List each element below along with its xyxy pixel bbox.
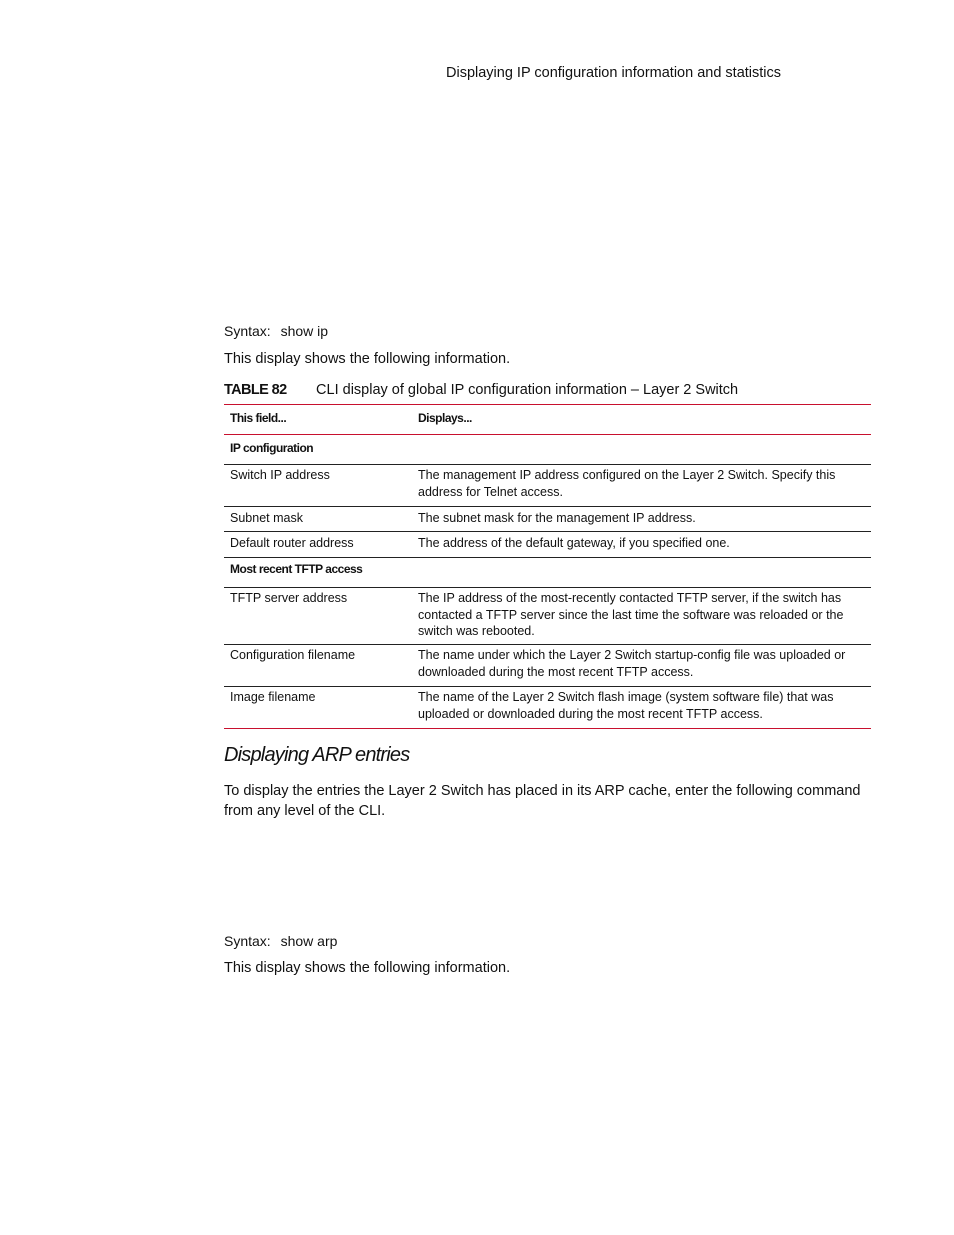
section-row [224,558,871,588]
syntax-command: show ip [280,323,329,339]
ip-config-table [224,404,871,729]
table-row [224,588,871,645]
syntax-command: show arp [280,933,338,949]
desc-cell: The subnet mask for the management IP address. [418,511,696,525]
column-header-field: This field... [230,411,287,425]
field-cell: Default router address [230,536,354,550]
column-header-displays: Displays... [418,411,472,425]
table-row [224,465,871,507]
field-cell: TFTP server address [230,591,348,605]
section-title: Most recent TFTP access [230,562,363,576]
field-cell: Switch IP address [230,468,330,482]
intro-text: This display shows the following information. [224,351,511,367]
table-row [224,687,871,729]
desc-cell: The address of the default gateway, if you specified one. [418,536,730,550]
table-number: TABLE 82 [224,382,287,398]
section-row [224,435,871,465]
syntax-show-arp [224,933,337,949]
table-row [224,645,871,687]
section-title: IP configuration [230,441,314,455]
table-header-row [224,405,871,435]
desc-cell: The management IP address configured on the Layer 2 Switch. Specify this address for Telnet access. [418,468,836,499]
syntax-label: Syntax: [224,933,271,949]
intro-text-2: This display shows the following information. [224,960,511,976]
field-cell: Image filename [230,690,316,704]
section-heading-arp: Displaying ARP entries [224,744,410,766]
desc-cell: The name of the Layer 2 Switch flash image (system software file) that was uploaded or downloaded during the most recent TFTP access. [418,690,834,721]
desc-cell: The IP address of the most-recently contacted TFTP server, if the switch has contacted a TFTP server since the last time the software was reloaded or the switch was rebooted. [418,591,844,638]
table-caption-text: CLI display of global IP configuration information – Layer 2 Switch [316,382,739,398]
field-cell: Configuration filename [230,648,356,662]
arp-body-text: To display the entries the Layer 2 Switch has placed in its ARP cache, enter the following command from any level of the CLI. [224,783,861,819]
desc-cell: The name under which the Layer 2 Switch startup-config file was uploaded or downloaded during the most recent TFTP access. [418,648,846,679]
table-row [224,532,871,558]
syntax-label: Syntax: [224,323,271,339]
table-row [224,507,871,532]
syntax-show-ip [224,323,328,339]
running-header: Displaying IP configuration information and statistics [446,65,782,81]
table-caption [224,382,738,398]
field-cell: Subnet mask [230,511,303,525]
